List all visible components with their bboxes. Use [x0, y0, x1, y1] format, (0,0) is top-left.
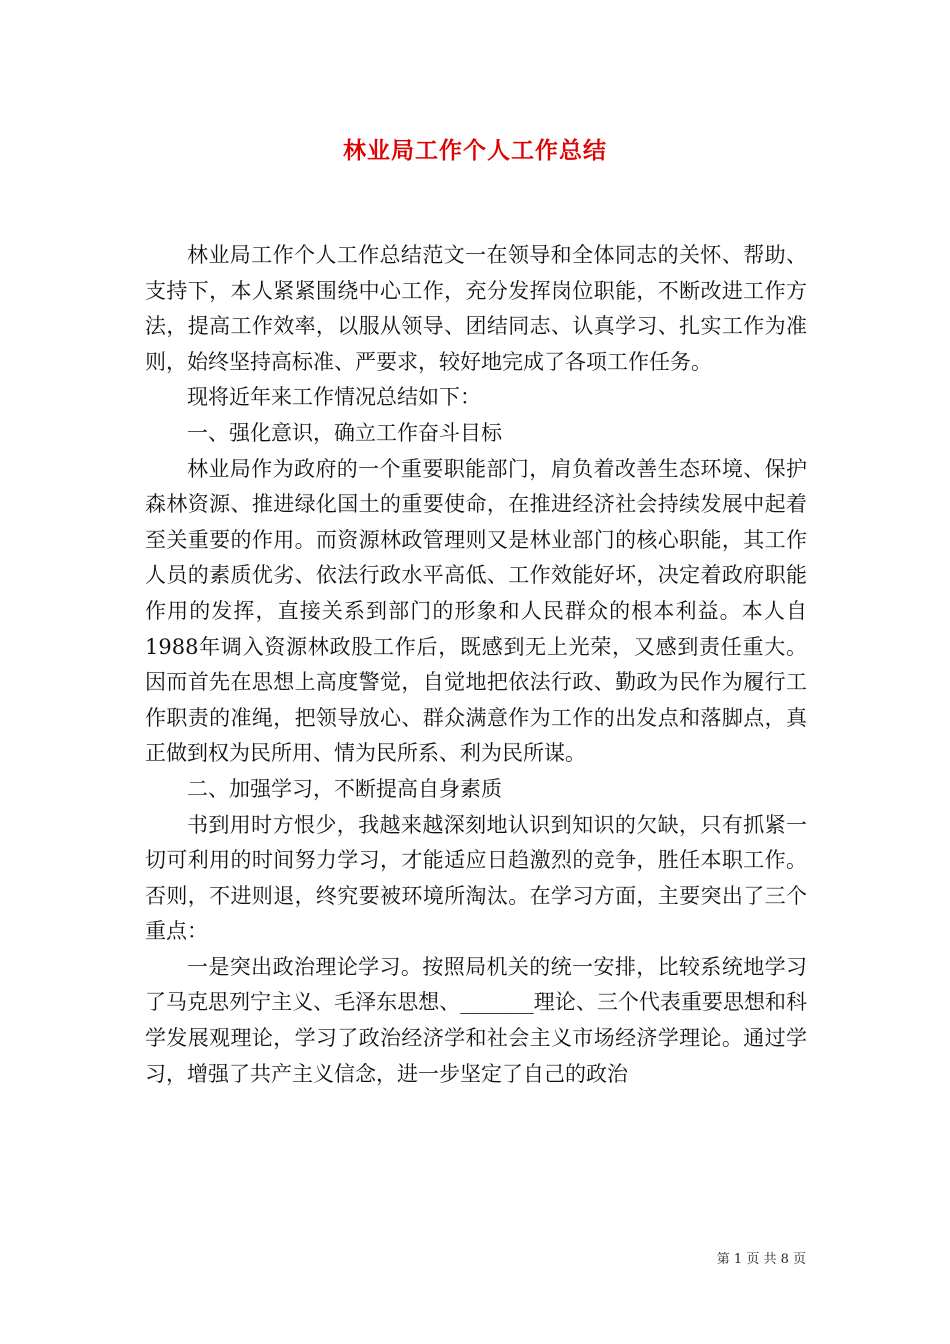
- section-heading-1: 一、强化意识，确立工作奋斗目标: [187, 420, 502, 445]
- document-title: 林业局工作个人工作总结: [343, 137, 607, 164]
- paragraph-section-2: 书到用时方恨少，我越来越深刻地认识到知识的欠缺，只有抓紧一切可利用的时间努力学习，才能适应日趋激烈的竞争，胜任本职工作。否则，不进则退，终究要被环境所淘汰。在学习方面，主要突出了三个重点：: [145, 812, 807, 944]
- paragraph-point-1: 一是突出政治理论学习。按照局机关的统一安排，比较系统地学习了马克思列宁主义、毛泽东思想、_______理论、三个代表重要思想和科学发展观理论，学习了政治经济学和社会主义市场经济学理论。通过学习，增强了共产主义信念，进一步坚定了自己的政治: [145, 954, 807, 1086]
- section-heading-2: 二、加强学习，不断提高自身素质: [187, 776, 502, 801]
- paragraph-section-1: 林业局作为政府的一个重要职能部门，肩负着改善生态环境、保护森林资源、推进绿化国土的重要使命，在推进经济社会持续发展中起着至关重要的作用。而资源林政管理则又是林业部门的核心职能，其工作人员的素质优劣、依法行政水平高低、工作效能好坏，决定着政府职能作用的发挥，直接关系到部门的形象和人民群众的根本利益。本人自1988年调入资源林政股工作后，既感到无上光荣，又感到责任重大。因而首先在思想上高度警觉，自觉地把依法行政、勤政为民作为履行工作职责的准绳，把领导放心、群众满意作为工作的出发点和落脚点，真正做到权为民所用、情为民所系、利为民所谋。: [145, 456, 807, 766]
- paragraph-intro: 林业局工作个人工作总结范文一在领导和全体同志的关怀、帮助、支持下，本人紧紧围绕中心工作，充分发挥岗位职能，不断改进工作方法，提高工作效率，以服从领导、团结同志、认真学习、扎实工作为准则，始终坚持高标准、严要求，较好地完成了各项工作任务。: [145, 243, 807, 374]
- page-number: 第 1 页 共 8 页: [716, 1252, 806, 1267]
- document-body: [145, 238, 807, 1092]
- paragraph-summary-lead: 现将近年来工作情况总结如下：: [187, 385, 481, 410]
